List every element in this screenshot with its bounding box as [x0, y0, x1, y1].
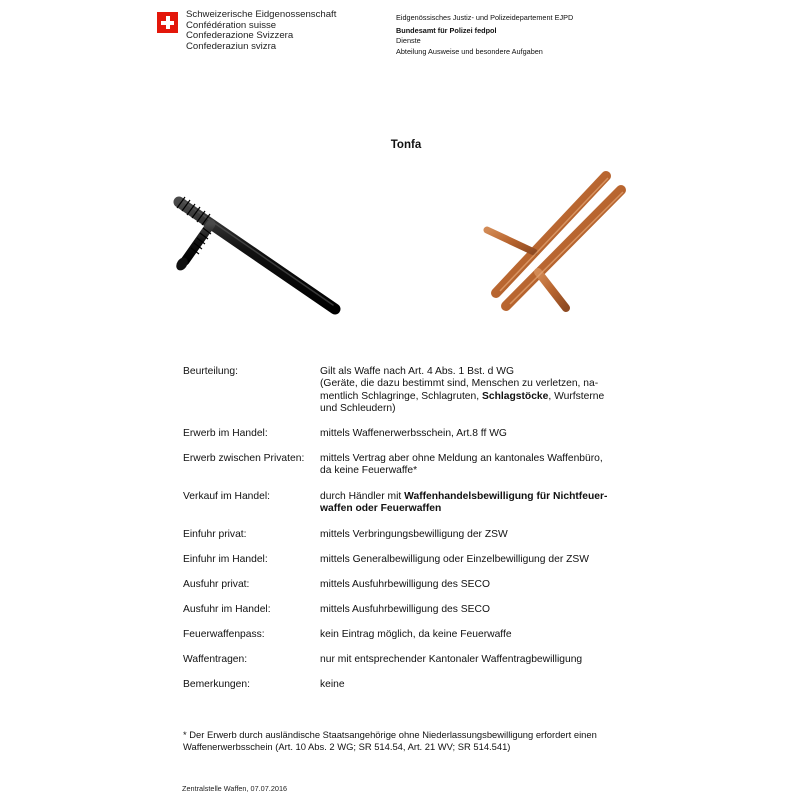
value-line [320, 679, 640, 691]
confederation-name-fr: Confédération suisse [186, 19, 277, 31]
row-value [320, 654, 640, 666]
value-line [320, 428, 640, 440]
value-text: und Schleudern) [320, 403, 396, 415]
row-value [320, 579, 640, 591]
value-line [320, 366, 640, 378]
value-text: nur mit entsprechender Kantonaler Waffentragbewilligung [320, 654, 583, 665]
row-value [320, 679, 640, 691]
row-value [320, 453, 640, 478]
confederation-names [186, 10, 336, 52]
value-text: Gilt als Waffe nach Art. 4 Abs. 1 Bst. d WG [320, 366, 515, 377]
value-text: (Geräte, die dazu bestimmt sind, Menschen zu verletzen, na- [320, 378, 599, 390]
row-value [320, 491, 640, 516]
confederation-name-it: Confederazione Svizzera [186, 30, 294, 41]
value-line [320, 453, 640, 465]
footnote-line: * Der Erwerb durch ausländische Staatsangehörige ohne Niederlassungsbewilligung erfordert einen [183, 729, 597, 740]
value-line [320, 391, 640, 403]
value-text: mentlich Schlagringe, Schlagruten, [320, 390, 482, 402]
row-label: Waffentragen: [183, 654, 248, 665]
row-label: Ausfuhr privat: [183, 579, 250, 590]
wooden-tonfa-image [476, 168, 636, 318]
value-line [320, 529, 640, 541]
row-label: Einfuhr privat: [183, 529, 247, 540]
footer-date: Zentralstelle Waffen, 07.07.2016 [182, 784, 288, 793]
row-label: Erwerb im Handel: [183, 428, 268, 439]
value-line [320, 629, 640, 641]
row-value [320, 529, 640, 541]
row-label: Feuerwaffenpass: [183, 629, 265, 640]
department-name: Eidgenössisches Justiz- und Polizeidepartement EJPD [396, 13, 574, 22]
value-text: durch Händler mit [320, 491, 405, 502]
value-text-bold: waffen oder Feuerwaffen [320, 503, 442, 515]
value-line [320, 403, 640, 415]
value-text: mittels Ausfuhrbewilligung des SECO [320, 604, 490, 615]
row-label: Bemerkungen: [183, 679, 250, 690]
value-text: kein Eintrag möglich, da keine Feuerwaffe [320, 629, 512, 640]
division-name: Dienste [396, 36, 421, 46]
value-text: mittels Vertrag aber ohne Meldung an kantonales Waffenbüro, [320, 453, 603, 464]
value-line [320, 654, 640, 666]
document-title: Tonfa [390, 139, 422, 151]
value-line [320, 491, 640, 503]
value-line [320, 554, 640, 566]
value-text: da keine Feuerwaffe* [320, 465, 418, 477]
value-line [320, 465, 640, 477]
row-value [320, 366, 640, 416]
value-text-bold: Schlagstöcke [481, 390, 549, 402]
value-line [320, 579, 640, 591]
row-value [320, 554, 640, 566]
value-line [320, 378, 640, 390]
value-line [320, 503, 640, 515]
value-text: keine [320, 679, 345, 690]
row-label: Ausfuhr im Handel: [183, 604, 271, 615]
row-value [320, 428, 640, 440]
confederation-logo [157, 10, 336, 52]
office-name: Bundesamt für Polizei fedpol [396, 26, 497, 36]
row-label: Einfuhr im Handel: [183, 554, 268, 565]
row-label: Beurteilung: [183, 366, 238, 377]
row-value [320, 604, 640, 616]
footnote-line: Waffenerwerbsschein (Art. 10 Abs. 2 WG; SR 514.54, Art. 21 WV; SR 514.541) [183, 741, 511, 752]
row-label: Verkauf im Handel: [183, 491, 270, 502]
value-text: mittels Verbringungsbewilligung der ZSW [320, 529, 508, 540]
value-text-bold: Waffenhandelsbewilligung für Nichtfeuer- [404, 491, 608, 502]
confederation-name-de: Schweizerische Eidgenossenschaft [186, 9, 337, 20]
value-text: mittels Waffenerwerbsschein, Art.8 ff WG [320, 428, 507, 439]
swiss-flag-icon [157, 12, 178, 33]
row-value [320, 629, 640, 641]
footnote [183, 729, 633, 753]
row-label: Erwerb zwischen Privaten: [183, 453, 305, 464]
black-tonfa-image [163, 188, 348, 318]
value-text: mittels Generalbewilligung oder Einzelbewilligung der ZSW [320, 554, 589, 565]
confederation-name-rm: Confederaziun svizra [186, 40, 277, 52]
department-block [396, 13, 573, 57]
unit-name: Abteilung Ausweise und besondere Aufgaben [396, 46, 543, 56]
value-text: , Wurfsterne [548, 390, 605, 402]
value-line [320, 604, 640, 616]
value-text: mittels Ausfuhrbewilligung des SECO [320, 579, 490, 590]
